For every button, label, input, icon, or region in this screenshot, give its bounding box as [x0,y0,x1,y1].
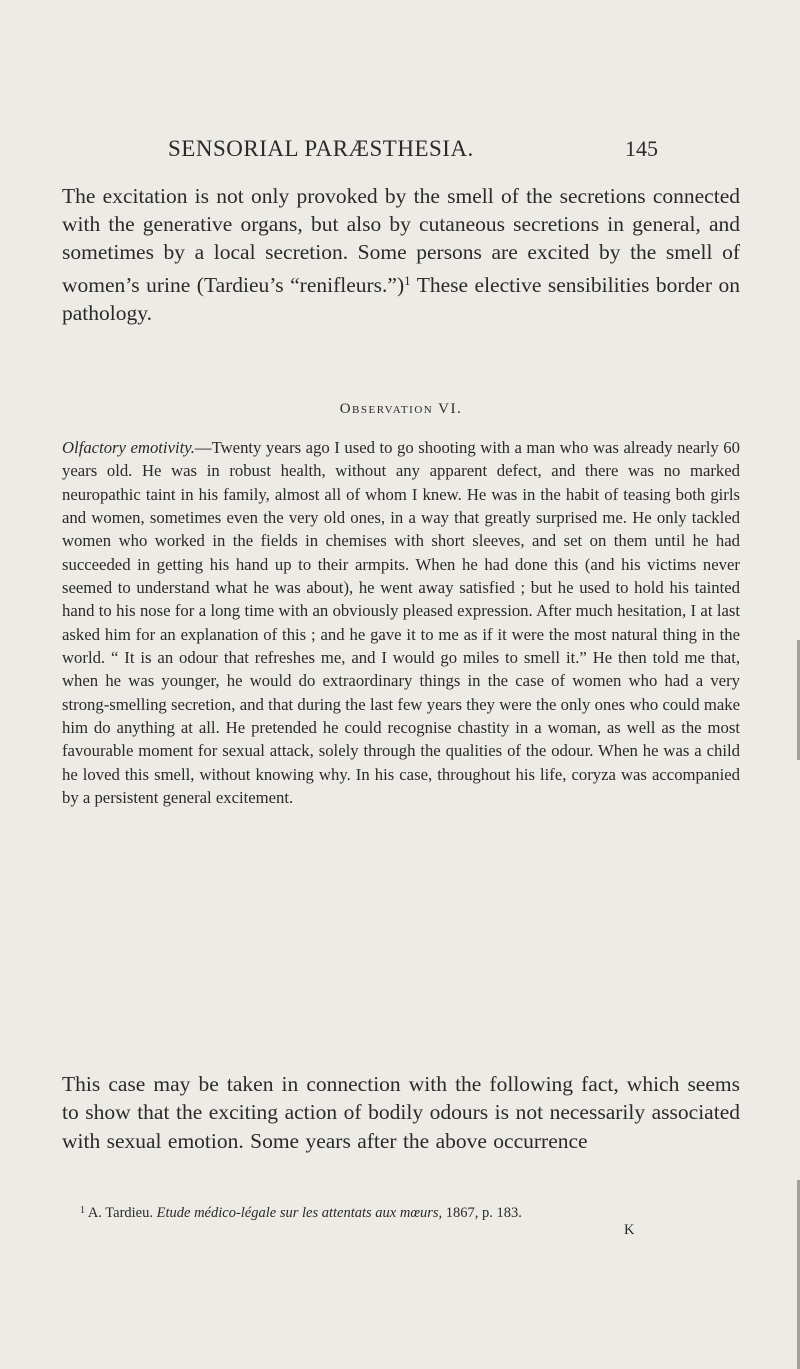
footnote-reference: 1 [404,272,411,288]
observation-text: —Twenty years ago I used to go shooting with a man who was already nearly 60 years old. He was in robust health, without any apparent defect, and there was no marked neuropathic taint in his family, almost all of whom I knew. He was in the habit of teasing both girls and women, sometimes even the very old ones, in a way that greatly surprised me. He only tackled women who worked in the fields in chemises with short sleeves, and set on them until he had succeeded in getting his hand up to their armpits. When he had done this (and his victims never seemed to understand what he was about), he went away satisfied ; but he used to hold his tainted hand to his nose for a long time with an obviously pleased expression. After much hesitation, I at last asked him for an explanation of this ; and he gave it to me as if it were the most natural thing in the world. “ It is an odour that refreshes me, and I would go miles to smell it.” He then told me that, when he was younger, he would do extraordinary things in the case of women who had a very strong-smelling secretion, and that during the last few years they were the only ones who could make him do anything at all. He pretended he could recognise chastity in a woman, as well as the most favourable moment for sexual attack, solely through the qualities of the odour. When he was a child he loved this smell, without knowing why. In his case, throughout his life, coryza was accompanied by a persistent general excitement. [62,438,740,808]
running-head: SENSORIAL PARÆSTHESIA. [168,136,474,161]
observation-paragraph [62,436,740,810]
page-number: 145 [625,136,658,161]
page-header [168,136,658,166]
signature-mark: K [624,1222,635,1238]
lead-paragraph-text-after: These elective sensibilities border on pathology. [62,272,740,325]
footnote [80,1205,522,1222]
lead-paragraph [62,182,740,327]
tail-paragraph: This case may be taken in connection with the following fact, which seems to show that the exciting action of bodily odours is not necessarily associated with sexual emotion. Some years after the above occurrence [62,1072,740,1153]
footnote-title: Etude médico-légale sur les attentats aux mœurs, [156,1205,443,1221]
footnote-author: A. Tardieu. [87,1205,153,1221]
footnote-details: 1867, p. 183. [445,1205,522,1221]
footnote-mark: 1 [80,1205,85,1216]
lead-paragraph-text: The excitation is not only provoked by the smell of the secretions connected with the generative organs, but also by cutaneous secretions in general, and sometimes by a local secretion. Some persons are excited by the smell of women’s urine (Tardieu’s “renifleurs.”) [62,184,740,297]
observation-title: Observation VI. [339,401,463,417]
observation-lead: Olfactory emotivity. [62,438,195,457]
